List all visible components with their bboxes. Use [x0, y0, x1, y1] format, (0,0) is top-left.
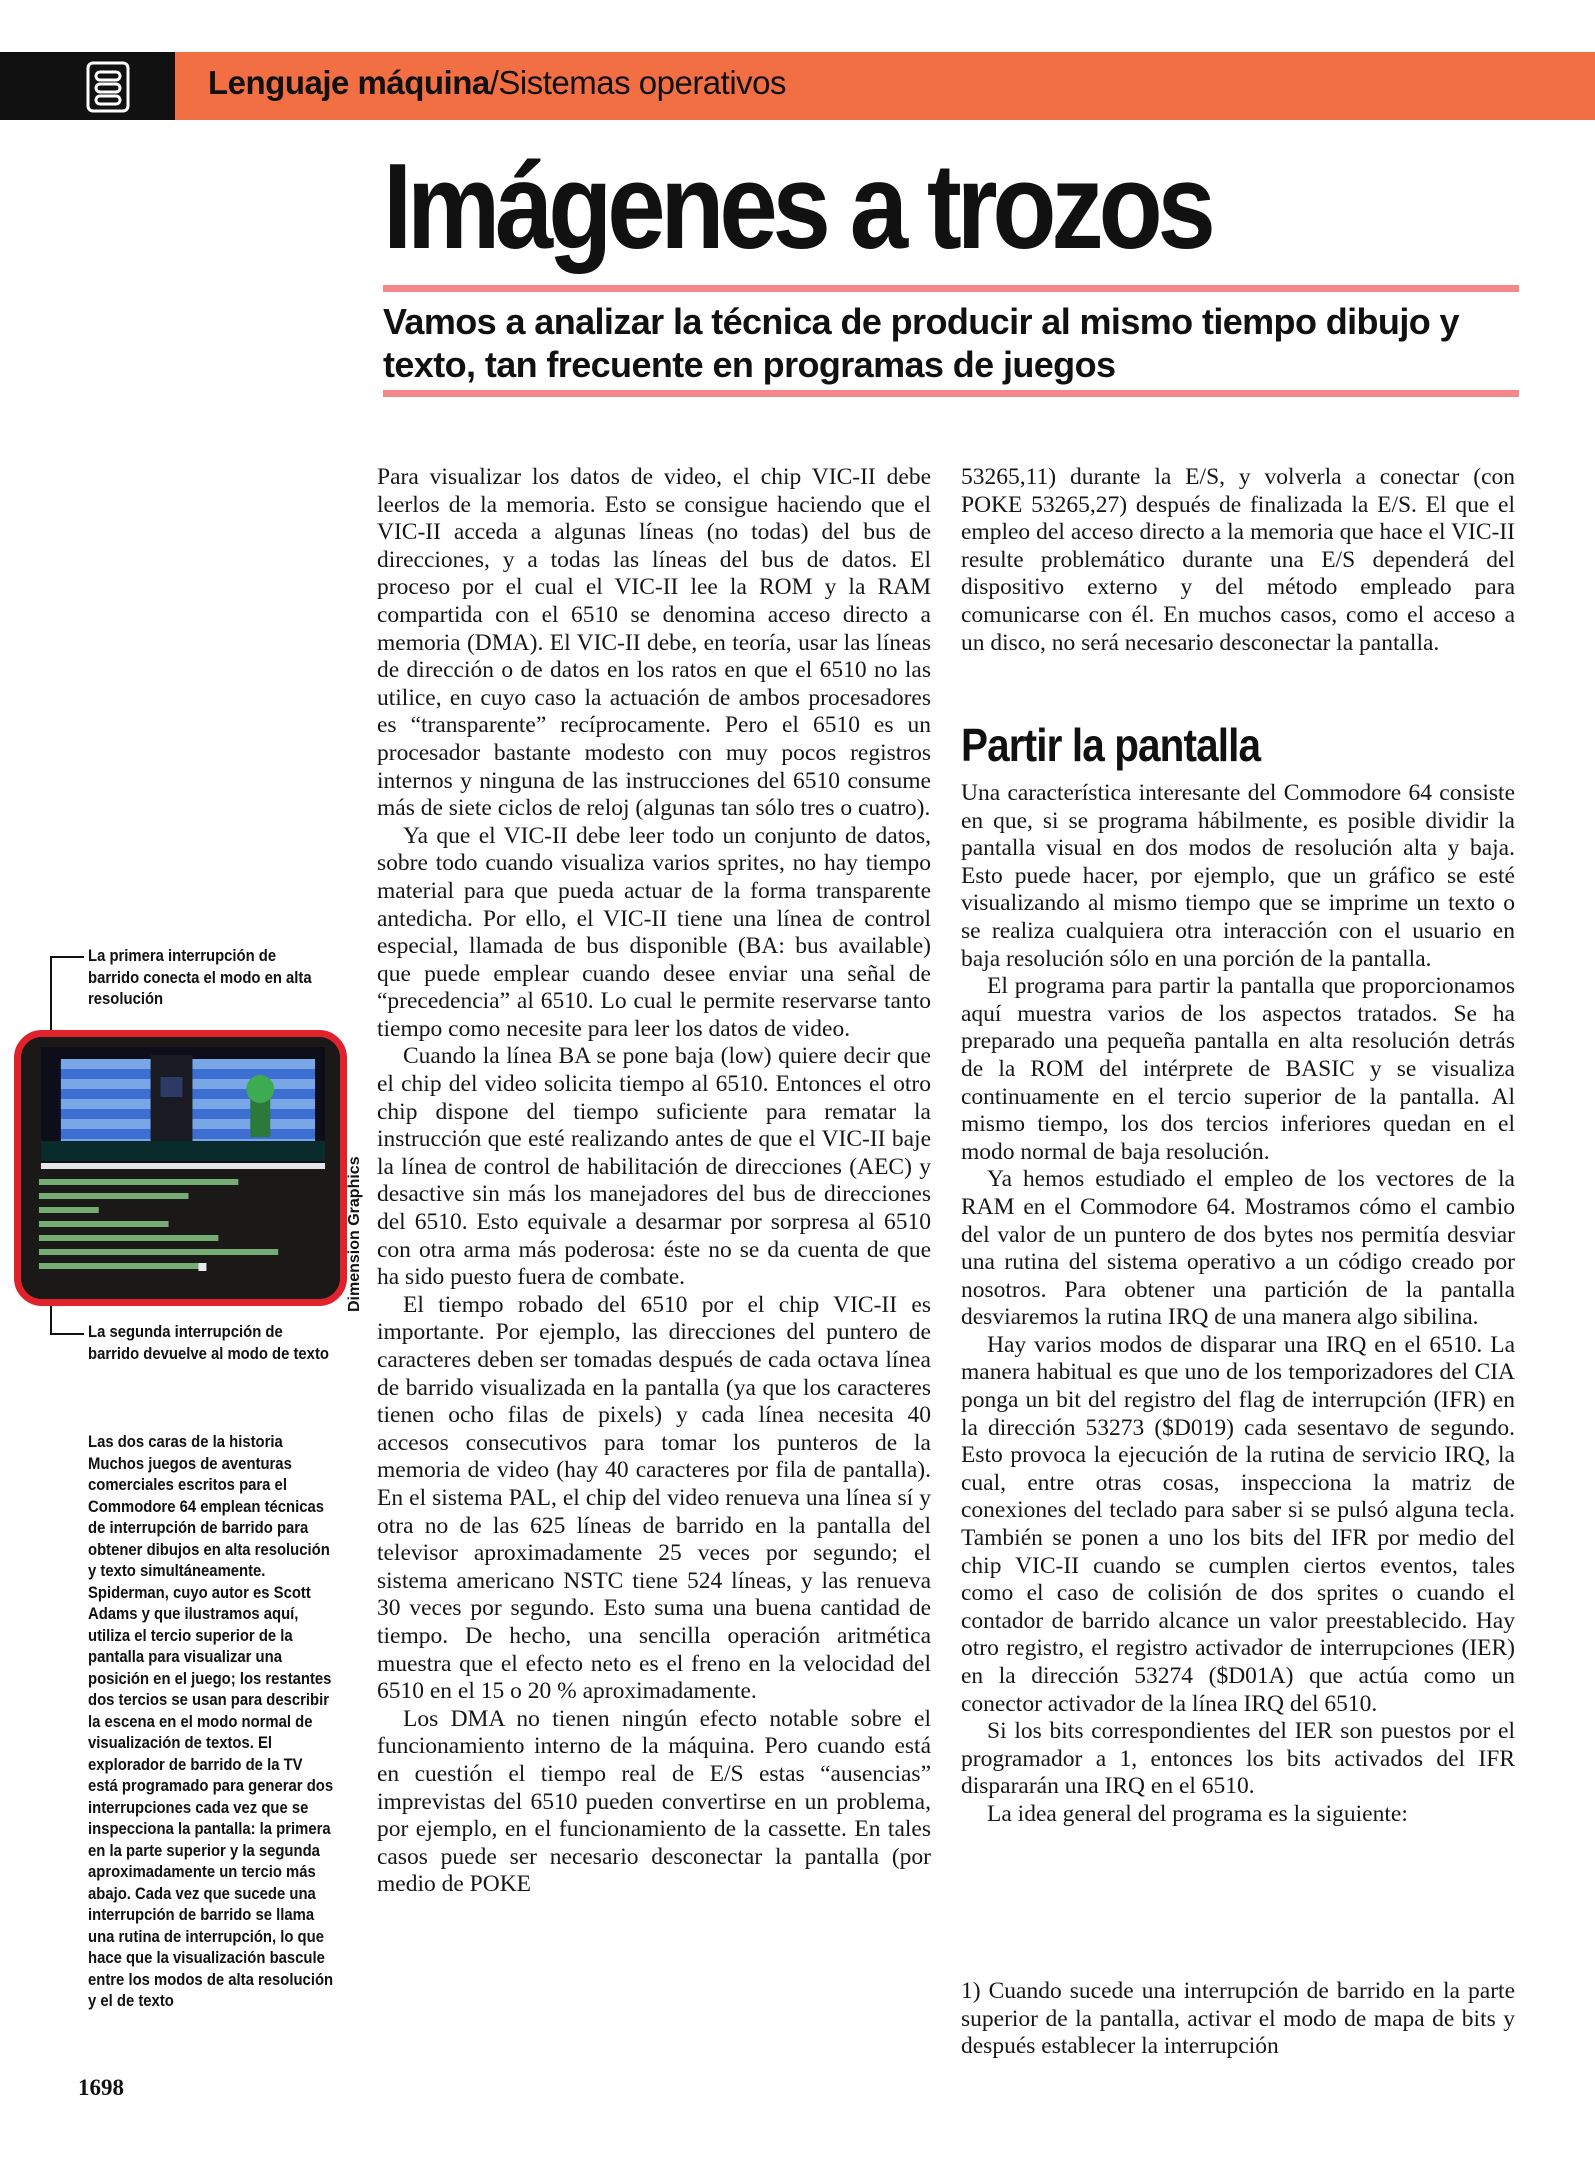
caption-body: Muchos juegos de aventuras comerciales escritos para el Commodore 64 emplean técnicas de interrupción de barrido para obtener dibujos en alta resolución y texto simultáneamente. Spiderman, cuyo autor es Scott Adams y que ilustramos aquí, utiliza el tercio superior de la pantalla para visualizar una posición en el juego; los restantes dos tercios se usan para describir la escena en el modo normal de visualización de textos. El explorador de barrido de la TV está programado para generar dos interrupciones cada vez que se inspecciona la pantalla: la primera en la parte superior y la segunda aproximadamente un tercio más abajo. Cada vez que sucede una interrupción de barrido se llama una rutina de interrupción, lo que hace que la visualización bascule entre los modos de alta resolución y el de texto	[88, 1454, 334, 2010]
body-column-2-top	[961, 464, 1515, 657]
callout-leader	[50, 1333, 84, 1335]
game-screenshot	[14, 1030, 347, 1306]
paragraph: 53265,11) durante la E/S, y volverla a conectar (con POKE 53265,27) después de finalizada la E/S. El que el empleo del acceso directo a la memoria que hace el VIC-II resulte problemático durante una E/S dependerá del dispositivo externo y del método empleado para comunicarse con él. En muchos casos, como el acceso a un disco, no será necesario desconectar la pantalla.	[961, 464, 1515, 656]
paragraph: Ya hemos estudiado el empleo de los vectores de la RAM en el Commodore 64. Mostramos cómo el cambio del valor de un puntero de dos bytes nos permitía desviar una rutina del sistema operativo a un código creado por nosotros. Para obtener una partición de la pantalla desviaremos la rutina IRQ de una manera algo sibilina.	[961, 1166, 1515, 1331]
list-item: 1) Cuando sucede una interrupción de barrido en la parte superior de la pantalla, activar el modo de mapa de bits y después establecer la interrupción	[961, 1978, 1515, 2060]
paragraph: El tiempo robado del 6510 por el chip VIC-II es importante. Por ejemplo, las direcciones del puntero de caracteres deben ser tomadas después de cada octava línea de barrido visualizada en la pantalla (ya que los caracteres tienen ocho filas de pixels) y cada línea necesita 40 accesos consecutivos para tomar los punteros de la memoria de video (hay 40 caracteres por fila de pantalla). En el sistema PAL, el chip del video renueva una línea sí y otra no de las 625 líneas de barrido en la pantalla del televisor aproximadamente 25 veces por segundo; el sistema americano NSTC tiene 524 líneas, y las renueva 30 veces por segundo. Esto suma una buena cantidad de tiempo. De hecho, una sencilla operación aritmética muestra que el efecto neto es el freno en la velocidad del 6510 en el 15 o 20 % aproximadamente.	[377, 1291, 931, 1705]
body-column-1	[377, 464, 931, 1899]
page-number: 1698	[78, 2075, 124, 2100]
photo-credit: Dimension Graphics	[346, 1156, 363, 1312]
paragraph: Cuando la línea BA se pone baja (low) quiere decir que el chip del video solicita tiempo al 6510. Entonces el otro chip dispone del tiempo suficiente para rematar la instrucción que esté realizando antes de que el VIC-II baje la línea de control de habilitación de direcciones (AEC) y desactive sin más los manejadores del bus de direcciones del 6510. Esto equivale a desarmar por sorpresa al 6510 con otra arma más poderosa: éste no se da cuenta de que ha sido puesto fuera de combate.	[377, 1043, 931, 1291]
section-label: Lenguaje máquina/Sistemas operativos	[208, 64, 787, 101]
paragraph: Para visualizar los datos de video, el chip VIC-II debe leerlos de la memoria. Esto se consigue haciendo que el VIC-II acceda a algunas líneas (no todas) del bus de direcciones, y a todas las líneas del bus de datos. El proceso por el cual el VIC-II lee la ROM y la RAM compartida con el 6510 se denomina acceso directo a memoria (DMA). El VIC-II debe, en teoría, usar las líneas de dirección o de datos en los ratos en que el 6510 no las utilice, en cuyo caso la actuación de ambos procesadores es “transparente” recíprocamente. Pero el 6510 es un procesador bastante modesto con muy pocos registros internos y ninguna de las instrucciones del 6510 consume más de siete ciclos de reloj (algunas tan sólo tres o cuatro).	[377, 464, 931, 822]
paragraph: Los DMA no tienen ningún efecto notable sobre el funcionamiento interno de la máquina. Pero cuando está en cuestión el tiempo real de E/S estas “ausencias” imprevistas del 6510 pueden convertirse en un problema, por ejemplo, en el funcionamiento de la cassette. En tales casos puede ser necesario desconectar la pantalla (por medio de POKE	[377, 1705, 931, 1898]
title-rule-bottom	[383, 390, 1519, 397]
callout-leader	[50, 956, 84, 958]
callout-top: La primera interrupción de barrido conecta el modo en alta resolución	[88, 947, 312, 1008]
body-column-2-list	[961, 1978, 1515, 2061]
caption-title: Las dos caras de la historia	[88, 1433, 283, 1451]
paragraph: Hay varios modos de disparar una IRQ en el 6510. La manera habitual es que uno de los temporizadores del CIA ponga un bit del registro del flag de interrupción (IFR) en la dirección 53273 ($D019) cada sesentavo de segundo. Esto provoca la ejecución de la rutina de servicio IRQ, la cual, entre otras cosas, inspecciona la matriz de conexiones del teclado para saber si se pulsó alguna tecla. También se ponen a uno los bits del IFR por medio del chip VIC-II cuando se cumplen ciertos eventos, tales como el caso de colisión de dos sprites o cuando el contador de barrido alcance un valor preestablecido. Hay otro registro, el registro activador de interrupciones (IER) en la dirección 53274 ($D01A) que actúa como un conector activador de la línea IRQ del 6510.	[961, 1331, 1515, 1717]
figure-caption	[88, 1432, 336, 2013]
page-title: Imágenes a trozos	[383, 138, 1211, 274]
paragraph: La idea general del programa es la siguiente:	[987, 1800, 1408, 1827]
paragraph: Ya que el VIC-II debe leer todo un conjunto de datos, sobre todo cuando visualiza varios sprites, no hay tiempo material para que pueda actuar de la forma transparente antedicha. Por ello, el VIC-II tiene una línea de control especial, llamada de bus disponible (BA: bus available) que puede emplear cuando desee enviar una señal de “precedencia” al 6510. Lo cual le permite reservarse tanto tiempo como necesite para leer los datos de video.	[377, 822, 931, 1042]
spiderman-game-image	[21, 1037, 340, 1299]
paragraph: Una característica interesante del Commodore 64 consiste en que, si se programa hábilmente, es posible dividir la pantalla visual en dos modos de resolución alta y baja. Esto puede hacer, por ejemplo, que un gráfico se esté visualizando al mismo tiempo que se imprime un texto o se realiza cualquiera otra interacción con el usuario en baja resolución sólo en una porción de la pantalla.	[961, 780, 1515, 972]
paragraph: El programa para partir la pantalla que proporcionamos aquí muestra varios de los aspectos tratados. Se ha preparado una pequeña pantalla en alta resolución detrás de la ROM del intérprete de BASIC y se visualiza continuamente en el tercio superior de la pantalla. Al mismo tiempo, los dos tercios inferiores quedan en el modo normal de baja resolución.	[961, 973, 1515, 1165]
callout-bottom: La segunda interrupción de barrido devuelve al modo de texto	[88, 1323, 329, 1363]
title-rule-top	[383, 285, 1519, 292]
section-heading: Partir la pantalla	[961, 719, 1261, 771]
page-subtitle: Vamos a analizar la técnica de producir al mismo tiempo dibujo y texto, tan frecuente en programas de juegos	[383, 301, 1459, 385]
body-column-2	[961, 780, 1515, 1829]
paragraph: Si los bits correspondientes del IER son puestos por el programador a 1, entonces los bits activados del IFR dispararán una IRQ en el 6510.	[961, 1718, 1515, 1800]
computer-chip-icon	[86, 61, 130, 113]
